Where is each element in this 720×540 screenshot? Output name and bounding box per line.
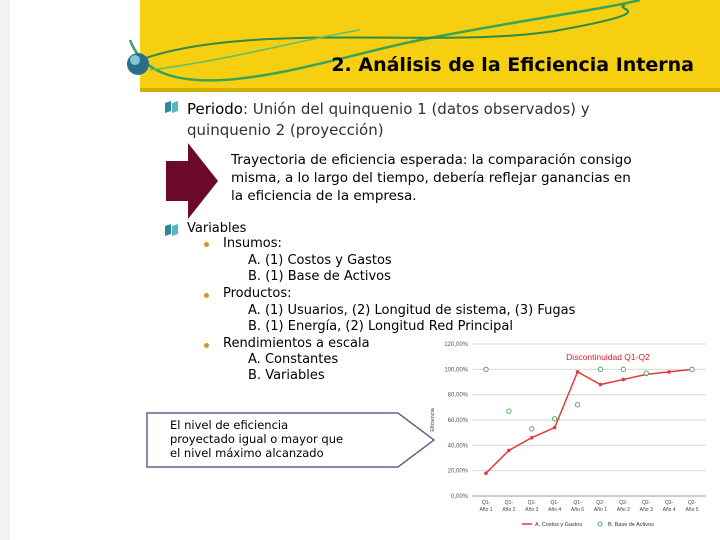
x-tick-label: Año 5	[685, 507, 699, 513]
data-point-activos	[598, 367, 602, 371]
data-point-costos	[667, 370, 671, 374]
decorative-swirl-icon	[0, 0, 720, 100]
x-tick-label: Q2-	[596, 500, 605, 506]
x-tick-label: Q2-	[619, 500, 628, 506]
arrow-right-icon	[166, 143, 218, 219]
rendimientos-item-a: A. Constantes	[248, 352, 339, 367]
y-tick-label: 120,00%	[444, 342, 468, 348]
x-tick-label: Q1-	[527, 500, 536, 506]
x-tick-label: Año 4	[548, 507, 562, 513]
data-point-costos	[553, 426, 557, 430]
y-axis-label: Eficiencia	[430, 408, 436, 432]
y-tick-label: 40,00%	[447, 443, 468, 450]
page-title: 2. Análisis de la Eficiencia Interna	[331, 54, 694, 76]
productos-label: Productos:	[223, 286, 292, 301]
data-point-activos	[484, 367, 488, 371]
x-tick-label: Q1-	[481, 500, 491, 506]
x-tick-label: Q1-	[504, 500, 514, 506]
data-point-activos	[575, 403, 579, 407]
insumos-label: Insumos:	[223, 236, 282, 251]
legend-label-costos: A. Costos y Gastos	[535, 522, 583, 528]
x-tick-label: Q2-	[664, 500, 674, 506]
efficiency-chart	[430, 336, 716, 536]
sub-bullet-icon	[204, 293, 209, 298]
trayectoria-line1: Trayectoria de eficiencia esperada: la comparación consigo	[231, 152, 632, 168]
periodo-line1: Periodo: Unión del quinquenio 1 (datos observados) y	[187, 100, 590, 118]
x-tick-label: Q1-	[573, 500, 582, 506]
data-point-costos	[484, 471, 488, 475]
callout-line1: El nivel de eficiencia	[170, 418, 289, 432]
legend-swatch-activos	[598, 522, 602, 526]
legend-label-activos: B. Base de Activos	[608, 522, 654, 528]
data-point-costos	[530, 436, 534, 440]
rendimientos-label: Rendimientos a escala	[223, 336, 370, 351]
productos-item-b: B. (1) Energía, (2) Longitud Red Principal	[248, 319, 513, 334]
x-tick-label: Año 3	[639, 507, 653, 513]
x-tick-label: Año 4	[662, 507, 676, 513]
y-tick-label: 60,00%	[447, 418, 468, 424]
x-tick-label: Año 5	[571, 507, 585, 513]
callout-line3: el nivel máximo alcanzado	[170, 446, 324, 460]
insumos-item-a: A. (1) Costos y Gastos	[248, 253, 392, 268]
trayectoria-line2: misma, a lo largo del tiempo, debería reflejar ganancias en	[231, 170, 631, 186]
data-point-activos	[621, 367, 625, 371]
variables-heading: Variables	[187, 221, 247, 236]
data-point-activos	[552, 417, 556, 421]
insumos-item-b: B. (1) Base de Activos	[248, 269, 391, 284]
chart-annotation: Discontinuidad Q1-Q2	[566, 352, 650, 362]
y-tick-label: 20,00%	[447, 468, 468, 475]
sub-bullet-icon	[204, 343, 209, 348]
x-tick-label: Año 2	[502, 507, 516, 513]
data-point-costos	[599, 383, 603, 387]
x-tick-label: Año 1	[479, 507, 493, 513]
data-point-activos	[690, 367, 694, 371]
x-tick-label: Q2-	[642, 500, 651, 506]
data-point-activos	[644, 371, 648, 375]
productos-item-a: A. (1) Usuarios, (2) Longitud de sistema, (3) Fugas	[248, 303, 576, 318]
sub-bullet-icon	[204, 242, 209, 247]
y-tick-label: 0,00%	[450, 494, 468, 500]
x-tick-label: Q1-	[550, 500, 559, 506]
data-point-activos	[507, 409, 511, 413]
periodo-line2: quinquenio 2 (proyección)	[187, 121, 384, 139]
x-tick-label: Año 1	[593, 507, 607, 513]
data-point-costos	[507, 449, 511, 453]
y-tick-label: 100,00%	[444, 367, 468, 374]
y-tick-label: 80,00%	[447, 392, 468, 399]
data-point-costos	[576, 370, 580, 374]
rendimientos-item-b: B. Variables	[248, 368, 325, 383]
bullet-icon	[165, 224, 179, 236]
series-line-costos	[486, 369, 692, 473]
callout-line2: proyectado igual o mayor que	[170, 432, 344, 446]
trayectoria-line3: la eficiencia de la empresa.	[231, 188, 417, 204]
x-tick-label: Año 2	[616, 507, 630, 513]
x-tick-label: Q2-	[687, 500, 697, 506]
bullet-icon	[165, 101, 179, 113]
data-point-activos	[530, 427, 534, 431]
data-point-costos	[622, 378, 626, 382]
x-tick-label: Año 3	[525, 507, 539, 513]
